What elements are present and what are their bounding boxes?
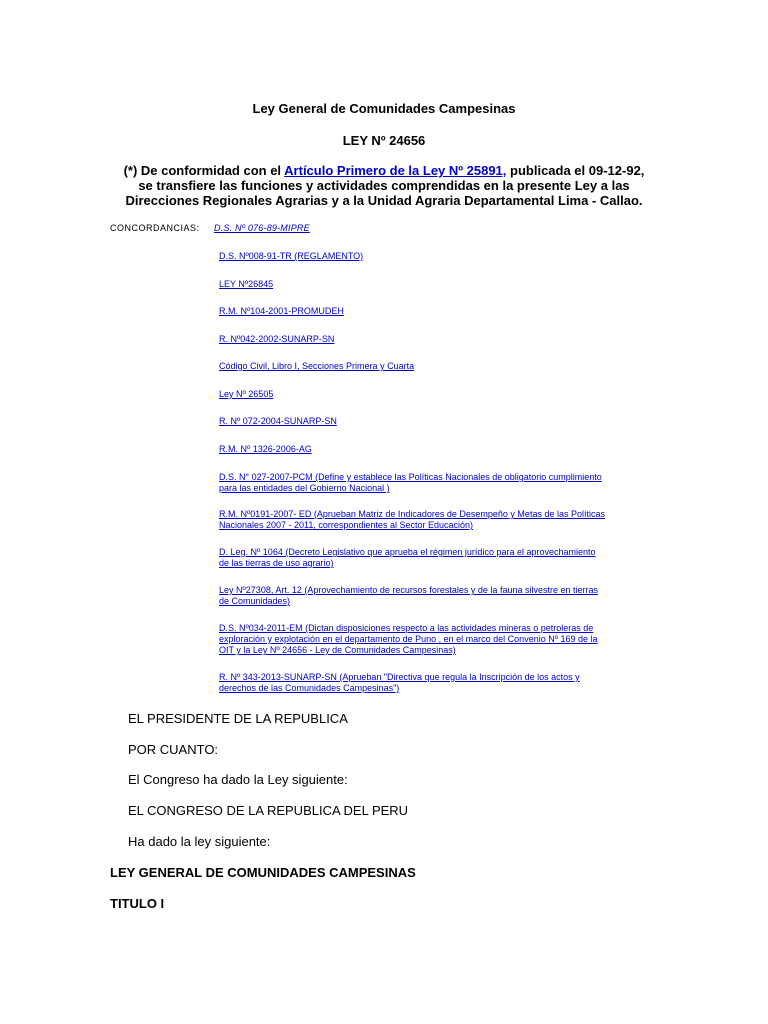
concordancia-link[interactable]: Nacionales 2007 - 2011, correspondientes al Sector Educación) [219, 520, 473, 530]
concordancias-label: CONCORDANCIAS: [110, 223, 200, 233]
concordancia-link[interactable]: R. Nº042-2002-SUNARP-SN [219, 334, 335, 344]
concordancia-link[interactable]: para las entidades del Gobierno Nacional ) [219, 483, 390, 493]
concordancia-link[interactable]: Ley Nº27308, Art. 12 (Aprovechamiento de recursos forestales y de la fauna silvestre en tierras [219, 585, 598, 595]
concordancia-link[interactable]: de las tierras de uso agrario) [219, 558, 334, 568]
concordancia-item [219, 585, 659, 607]
concordancia-item [219, 472, 659, 494]
por-cuanto-line: POR CUANTO: [128, 742, 219, 757]
law-number: LEY Nº 24656 [342, 133, 426, 148]
note-line-1 [0, 163, 768, 178]
concordancia-item [219, 361, 659, 372]
concordancia-link-first[interactable]: D.S. Nº 076-89-MIPRE [214, 223, 310, 233]
concordancia-link[interactable]: exploración y explotación en el departamento de Puno , en el marco del Convenio Nº 169 de la [219, 634, 598, 644]
concordancia-link[interactable]: OIT y la Ley Nº 24656 - Ley de Comunidades Campesinas) [219, 645, 456, 655]
concordancia-item [219, 509, 659, 531]
concordancia-link[interactable]: D.S. N° 027-2007-PCM (Define y establece las Políticas Nacionales de obligatorio cumplimiento [219, 472, 602, 482]
document-title: Ley General de Comunidades Campesinas [252, 101, 516, 116]
note-prefix: (*) De conformidad con el [123, 163, 285, 178]
concordancia-link[interactable]: R.M. Nº0191-2007- ED (Aprueban Matriz de Indicadores de Desempeño y Metas de las Políticas [219, 509, 605, 519]
concordancia-link[interactable]: derechos de las Comunidades Campesinas") [219, 683, 400, 693]
note-suffix: publicada el 09-12-92, [506, 163, 645, 178]
note-line-3: Direcciones Regionales Agrarias y a la Unidad Agraria Departamental Lima - Callao. [125, 193, 643, 208]
concordancia-item [219, 334, 659, 345]
note-line-2: se transfiere las funciones y actividades comprendidas en la presente Ley a las [138, 178, 630, 193]
concordancia-item [219, 547, 659, 569]
concordancia-link[interactable]: R. Nº 343-2013-SUNARP-SN (Aprueban "Directiva que regula la Inscripción de los actos y [219, 672, 580, 682]
concordancia-item [219, 672, 659, 694]
law-heading: LEY GENERAL DE COMUNIDADES CAMPESINAS [110, 865, 416, 880]
concordancia-item [219, 623, 659, 656]
president-line: EL PRESIDENTE DE LA REPUBLICA [128, 711, 348, 726]
concordancia-link[interactable]: R. Nº 072-2004-SUNARP-SN [219, 416, 337, 426]
concordancia-link[interactable]: LEY Nº26845 [219, 279, 274, 289]
concordancia-item [219, 251, 659, 262]
congress-line: El Congreso ha dado la Ley siguiente: [128, 772, 348, 787]
transfer-note [0, 163, 768, 208]
congreso-peru-line: EL CONGRESO DE LA REPUBLICA DEL PERU [128, 803, 409, 818]
concordancia-link[interactable]: Código Civil, Libro I, Secciones Primera y Cuarta [219, 361, 415, 371]
concordancia-link[interactable]: D. Leg. Nº 1064 (Decreto Legislativo que aprueba el régimen jurídico para el aprovechamiento [219, 547, 596, 557]
titulo-heading: TITULO I [110, 896, 165, 911]
ha-dado-line: Ha dado la ley siguiente: [128, 834, 271, 849]
concordancia-item [219, 416, 659, 427]
concordancia-link[interactable]: Ley Nº 26505 [219, 389, 274, 399]
concordancia-link[interactable]: D.S. Nº034-2011-EM (Dictan disposiciones respecto a las actividades mineras o petroleras de [219, 623, 594, 633]
concordancia-item [219, 306, 659, 317]
concordancia-item [219, 389, 659, 400]
concordancia-link[interactable]: D.S. Nº008-91-TR (REGLAMENTO) [219, 251, 364, 261]
article-link[interactable]: Artículo Primero de la Ley Nº 25891, [284, 163, 507, 178]
concordancia-item [219, 279, 659, 290]
concordancia-link[interactable]: R.M. Nº 1326-2006-AG [219, 444, 312, 454]
concordancia-link[interactable]: R.M. Nº104-2001-PROMUDEH [219, 306, 344, 316]
concordancia-link[interactable]: de Comunidades) [219, 596, 291, 606]
concordancia-item [219, 444, 659, 455]
